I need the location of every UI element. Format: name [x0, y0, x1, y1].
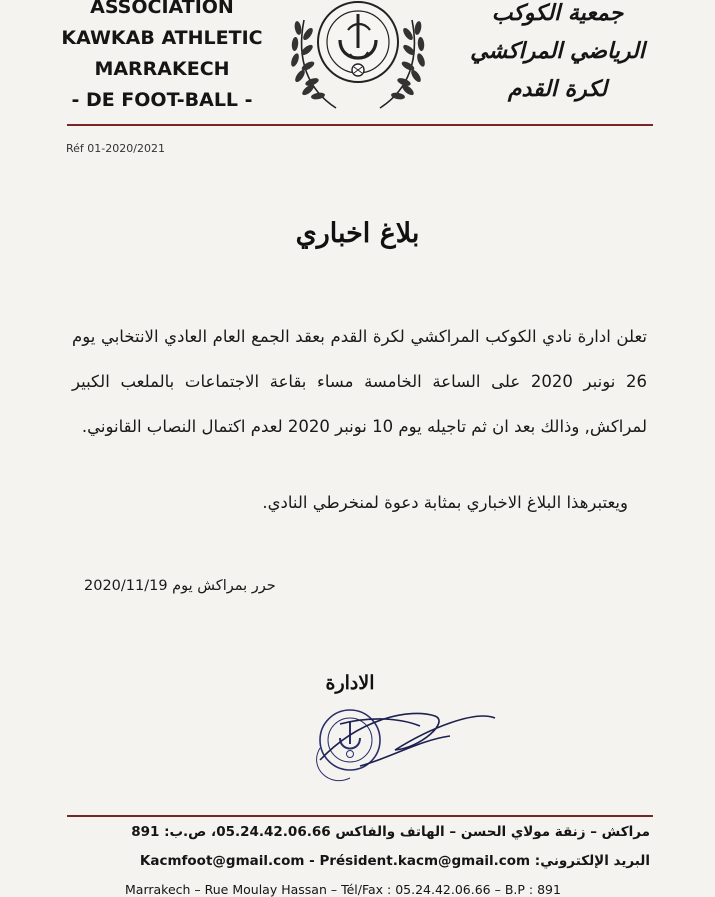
header-fr-line-4: - DE FOOT-BALL -	[71, 89, 253, 111]
invitation-note: ويعتبرهذا البلاغ الاخباري بمثابة دعوة لمنخرطي النادي.	[262, 493, 628, 512]
footer-divider	[67, 815, 653, 817]
header-ar-line-1: جمعية الكوكب	[491, 0, 624, 26]
header-ar-line-2: الرياضي المراكشي	[470, 38, 645, 64]
club-logo	[278, 0, 438, 112]
header-divider	[67, 124, 653, 126]
issue-date: حرر بمراكش يوم 2020/11/19	[84, 578, 276, 594]
footer-address-french: Marrakech – Rue Moulay Hassan – Tél/Fax : 05.24.42.06.66 – B.P : 891	[125, 882, 561, 897]
stamp-signature	[300, 688, 500, 800]
header-arabic-name	[440, 0, 675, 108]
footer-address-arabic: مراكش – زنقة مولاي الحسن – الهاتف والفاكس 05.24.42.06.66، ص.ب: 891	[131, 824, 650, 840]
header-french-name	[52, 0, 272, 116]
announcement-body: تعلن ادارة نادي الكوكب المراكشي لكرة القدم بعقد الجمع العام العادي الانتخابي يوم 26 نونبر 2020 على الساعة الخامسة مساء بقاعة الاجتماعات بالملعب الكبير لمراكش, وذالك بعد ان ثم تاجيله يوم 10 نونبر 2020 لعدم اكتمال النصاب القانوني.	[72, 327, 647, 436]
document-title: بلاغ اخباري	[295, 218, 420, 249]
header-fr-line-1: ASSOCIATION	[90, 0, 234, 18]
footer-email-line: البريد الإلكتروني: Kacmfoot@gmail.com - Président.kacm@gmail.com	[139, 853, 650, 869]
header-fr-line-2: KAWKAB ATHLETIC	[61, 27, 263, 49]
header-fr-line-3: MARRAKECH	[94, 58, 230, 80]
reference-number: Réf 01-2020/2021	[66, 142, 165, 155]
signature-label: الادارة	[325, 672, 375, 694]
header-ar-line-3: لكرة القدم	[507, 76, 608, 102]
